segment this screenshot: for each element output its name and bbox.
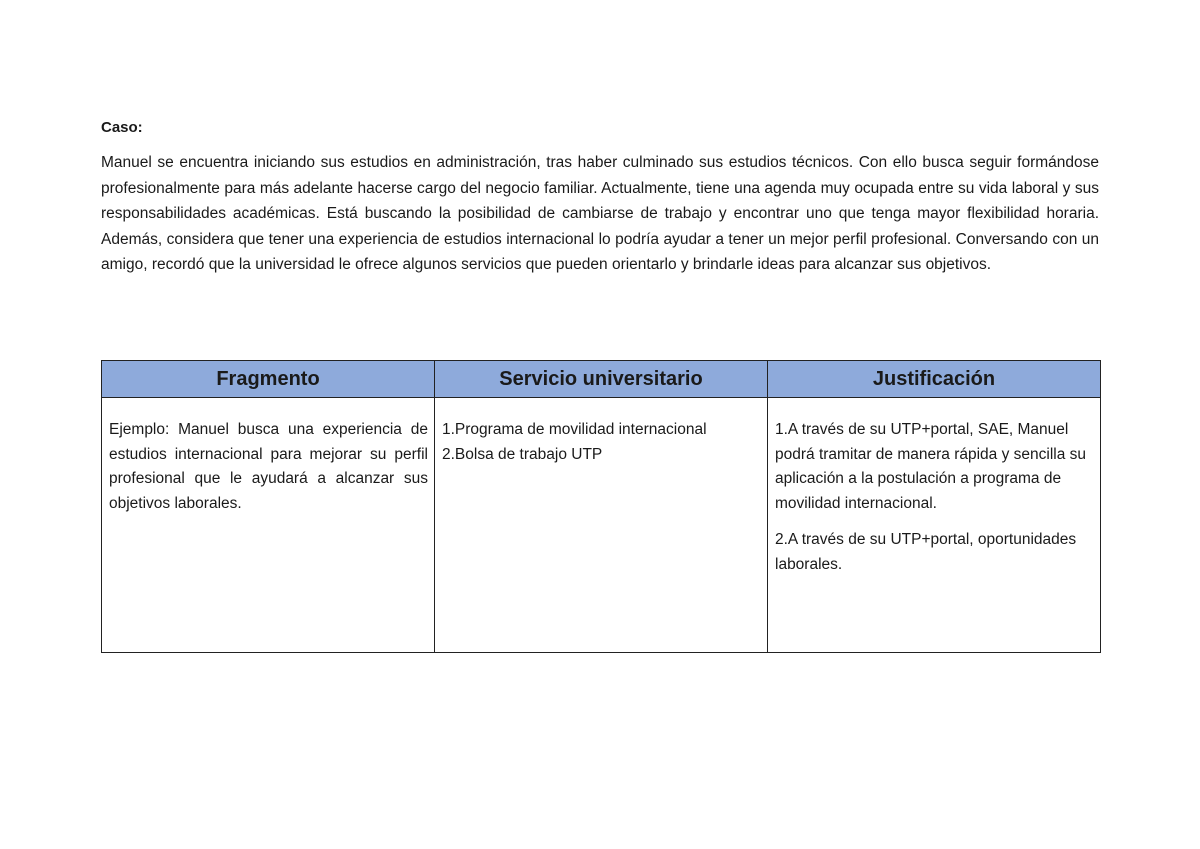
- cell-servicio: [435, 398, 768, 653]
- servicio-item: 2.Bolsa de trabajo UTP: [442, 445, 603, 463]
- table-row: [102, 398, 1101, 653]
- header-justificacion: Justificación: [768, 361, 1101, 398]
- justificacion-item: 1.A través de su UTP+portal, SAE, Manuel podrá tramitar de manera rápida y sencilla su aplicación a la postulación a programa de movilidad internacional.: [775, 421, 1087, 512]
- justificacion-item: 2.A través de su UTP+portal, oportunidades laborales.: [775, 531, 1077, 573]
- case-section: [101, 118, 1099, 278]
- table-header-row: [102, 361, 1101, 398]
- cell-fragmento: Ejemplo: Manuel busca una experiencia de estudios internacional para mejorar su perfil profesional que le ayudará a alcanzar sus objetivos laborales.: [102, 398, 435, 653]
- case-title: Caso:: [101, 119, 143, 136]
- header-fragmento: Fragmento: [102, 361, 435, 398]
- services-table: [101, 360, 1101, 653]
- header-servicio-universitario: Servicio universitario: [435, 361, 768, 398]
- case-paragraph: Manuel se encuentra iniciando sus estudios en administración, tras haber culminado sus estudios técnicos. Con ello busca seguir formándose profesionalmente para más adelante hacerse cargo del negocio familiar. Actualmente, tiene una agenda muy ocupada entre su vida laboral y sus responsabilidades académicas. Está buscando la posibilidad de cambiarse de trabajo y encontrar uno que tenga mayor flexibilidad horaria. Además, considera que tener una experiencia de estudios internacional lo podría ayudar a tener un mejor perfil profesional. Conversando con un amigo, recordó que la universidad le ofrece algunos servicios que pueden orientarlo y brindarle ideas para alcanzar sus objetivos.: [101, 154, 1099, 273]
- cell-justificacion: [768, 398, 1101, 653]
- servicio-item: 1.Programa de movilidad internacional: [442, 421, 707, 438]
